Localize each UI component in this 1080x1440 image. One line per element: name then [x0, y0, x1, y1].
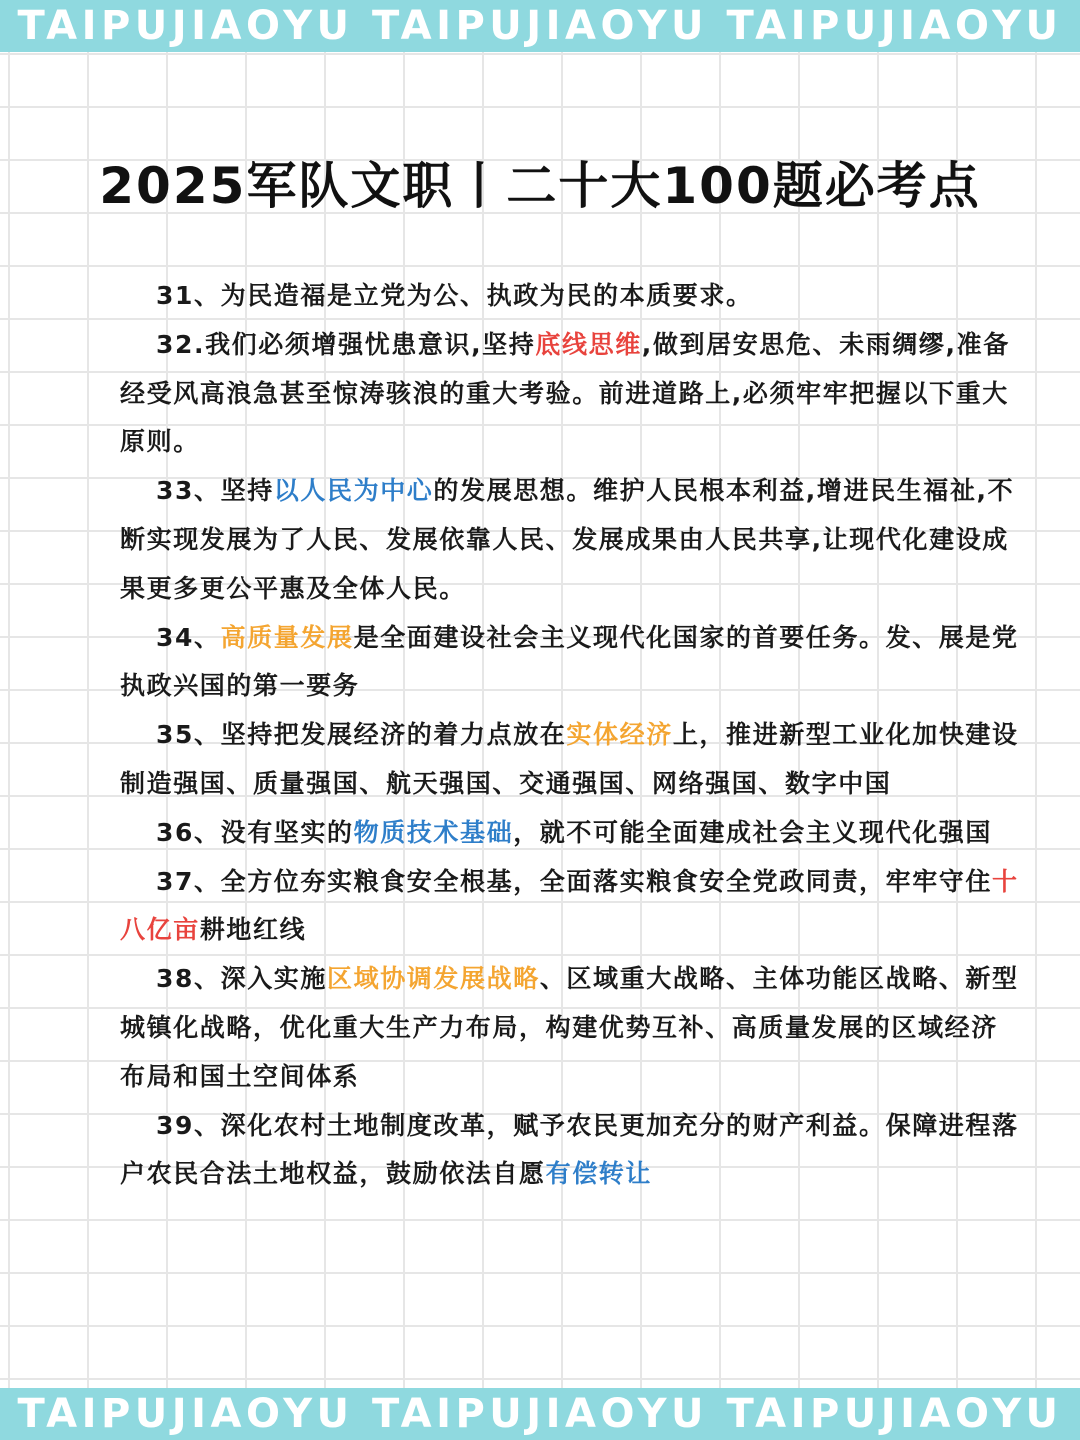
highlight-text: 以人民为中心	[273, 476, 434, 506]
item-36	[120, 809, 1020, 858]
item-text: 39、深化农村土地制度改革，赋予农民更加充分的财产利益。保障进程落户农民合法土地权益，鼓励依法自愿	[120, 1110, 1019, 1189]
highlight-text: 区域协调发展战略	[327, 964, 540, 994]
highlight-text: 高质量发展	[220, 622, 354, 652]
page-title: 2025军队文职丨二十大100题必考点	[99, 157, 981, 215]
item-31	[120, 272, 1020, 321]
item-35	[120, 711, 1020, 809]
item-38	[120, 955, 1020, 1101]
top-banner-text: TAIPUJIAOYU TAIPUJIAOYU TAIPUJIAOYU	[17, 3, 1063, 49]
item-text: 38、深入实施	[156, 964, 327, 994]
bottom-banner	[0, 1388, 1080, 1440]
item-text: 34、	[156, 622, 221, 652]
highlight-text: 底线思维	[535, 329, 642, 359]
item-text: 36、没有坚实的	[156, 817, 354, 847]
item-34	[120, 614, 1020, 712]
item-text: 32.我们必须增强忧患意识,坚持	[156, 329, 536, 359]
item-text: 是全面建设社会主义现代化国家的首要任务。发、展是党执政兴国的第一要务	[120, 622, 1019, 701]
highlight-text: 物质技术基础	[353, 817, 514, 847]
highlight-text: 实体经济	[566, 720, 673, 750]
item-33	[120, 467, 1020, 613]
bottom-banner-text: TAIPUJIAOYU TAIPUJIAOYU TAIPUJIAOYU	[17, 1391, 1063, 1437]
item-32	[120, 321, 1020, 467]
top-banner	[0, 0, 1080, 52]
item-text: 35、坚持把发展经济的着力点放在	[156, 720, 567, 750]
item-text: 上，推进新型工业化加快建设制造强国、质量强国、航天强国、交通强国、网络强国、数字中国	[120, 720, 1019, 798]
item-text: 的发展思想。维护人民根本利益,增进民生福祉,不断实现发展为了人民、发展依靠人民、发展成果由人民共享,让现代化建设成果更多更公平惠及全体人民。	[120, 476, 1015, 603]
item-text: ,做到居安思危、未雨绸缪,准备经受风高浪急甚至惊涛骇浪的重大考验。前进道路上,必须牢牢把握以下重大原则。	[120, 329, 1010, 457]
highlight-text: 有偿转让	[545, 1159, 653, 1189]
highlight-text: 十八亿亩	[120, 866, 1019, 945]
item-39	[120, 1102, 1020, 1200]
item-text: 33、坚持	[156, 476, 274, 506]
item-37	[120, 858, 1020, 956]
item-text: 、区域重大战略、主体功能区战略、新型城镇化战略，优化重大生产力布局，构建优势互补、高质量发展的区域经济布局和国土空间体系	[120, 964, 1019, 1091]
item-text: 37、全方位夯实粮食安全根基，全面落实粮食安全党政同责，牢牢守住	[156, 866, 992, 896]
content-body	[120, 272, 1020, 1199]
item-text: 耕地红线	[199, 915, 307, 945]
item-text: 31、为民造福是立党为公、执政为民的本质要求。	[156, 281, 753, 310]
item-text: ，就不可能全面建成社会主义现代化强国	[513, 817, 993, 847]
